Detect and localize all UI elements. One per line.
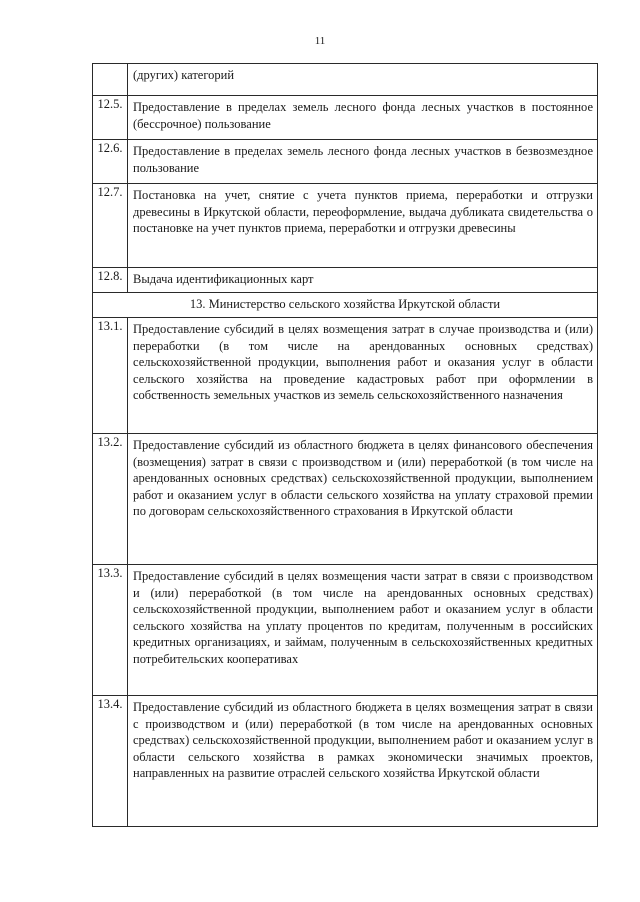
table-row	[93, 64, 598, 96]
row-text: Предоставление субсидий в целях возмещения затрат в случае производства и (или) переработки (в том числе на арендованных основных средствах) сельскохозяйственной продукции, выполнения работ и оказания услуг в области сельского хозяйства на проведение кадастровых работ при оформлении в собственность земельных участков из земель сельскохозяйственного назначения	[128, 318, 598, 434]
table-row	[93, 434, 598, 565]
row-number: 13.2.	[93, 434, 128, 565]
table-row	[93, 268, 598, 293]
table-row	[93, 318, 598, 434]
services-table	[92, 63, 598, 827]
row-text: Предоставление в пределах земель лесного фонда лесных участков в безвозмездное пользование	[128, 140, 598, 184]
table-row	[93, 184, 598, 268]
row-number: 12.5.	[93, 96, 128, 140]
page-number: 11	[314, 35, 326, 47]
table-row	[93, 565, 598, 696]
section-header-row	[93, 293, 598, 318]
row-number: 12.8.	[93, 268, 128, 293]
table-row	[93, 96, 598, 140]
row-text: Предоставление субсидий в целях возмещения части затрат в связи с производством и (или) переработкой (в том числе на арендованных основных средствах) сельскохозяйственной продукции, выполнением работ и оказанием услуг в области сельского хозяйства на уплату процентов по кредитам, полученным в российских кредитных организациях, и займам, полученным в сельскохозяйственных кредитных потребительских кооперативах	[128, 565, 598, 696]
row-text: Предоставление субсидий из областного бюджета в целях возмещения затрат в связи с производством и (или) переработкой (в том числе на арендованных основных средствах) сельскохозяйственной продукции, выполнением работ и оказанием услуг в области сельского хозяйства в рамках экономически значимых проектов, направленных на развитие отраслей сельского хозяйства Иркутской области	[128, 696, 598, 827]
row-number: 13.4.	[93, 696, 128, 827]
table-row	[93, 140, 598, 184]
row-text: (других) категорий	[128, 64, 598, 96]
row-number: 13.3.	[93, 565, 128, 696]
row-text: Предоставление в пределах земель лесного фонда лесных участков в постоянное (бессрочное) пользование	[128, 96, 598, 140]
row-number: 12.7.	[93, 184, 128, 268]
row-text: Предоставление субсидий из областного бюджета в целях финансового обеспечения (возмещения) затрат в связи с производством и (или) переработкой (в том числе на арендованных основных средствах) сельскохозяйственной продукции, выполнением работ и оказанием услуг в области сельского хозяйства на уплату страховой премии по договорам сельскохозяйственного страхования в Иркутской области	[128, 434, 598, 565]
row-number: 13.1.	[93, 318, 128, 434]
row-text: Постановка на учет, снятие с учета пунктов приема, переработки и отгрузки древесины в Иркутской области, переоформление, выдача дубликата свидетельства о постановке на учет пунктов приема, переработки и отгрузки древесины	[128, 184, 598, 268]
row-text: Выдача идентификационных карт	[128, 268, 598, 293]
section-title: 13. Министерство сельского хозяйства Иркутской области	[93, 293, 598, 318]
row-number: 12.6.	[93, 140, 128, 184]
row-number	[93, 64, 128, 96]
table-row	[93, 696, 598, 827]
